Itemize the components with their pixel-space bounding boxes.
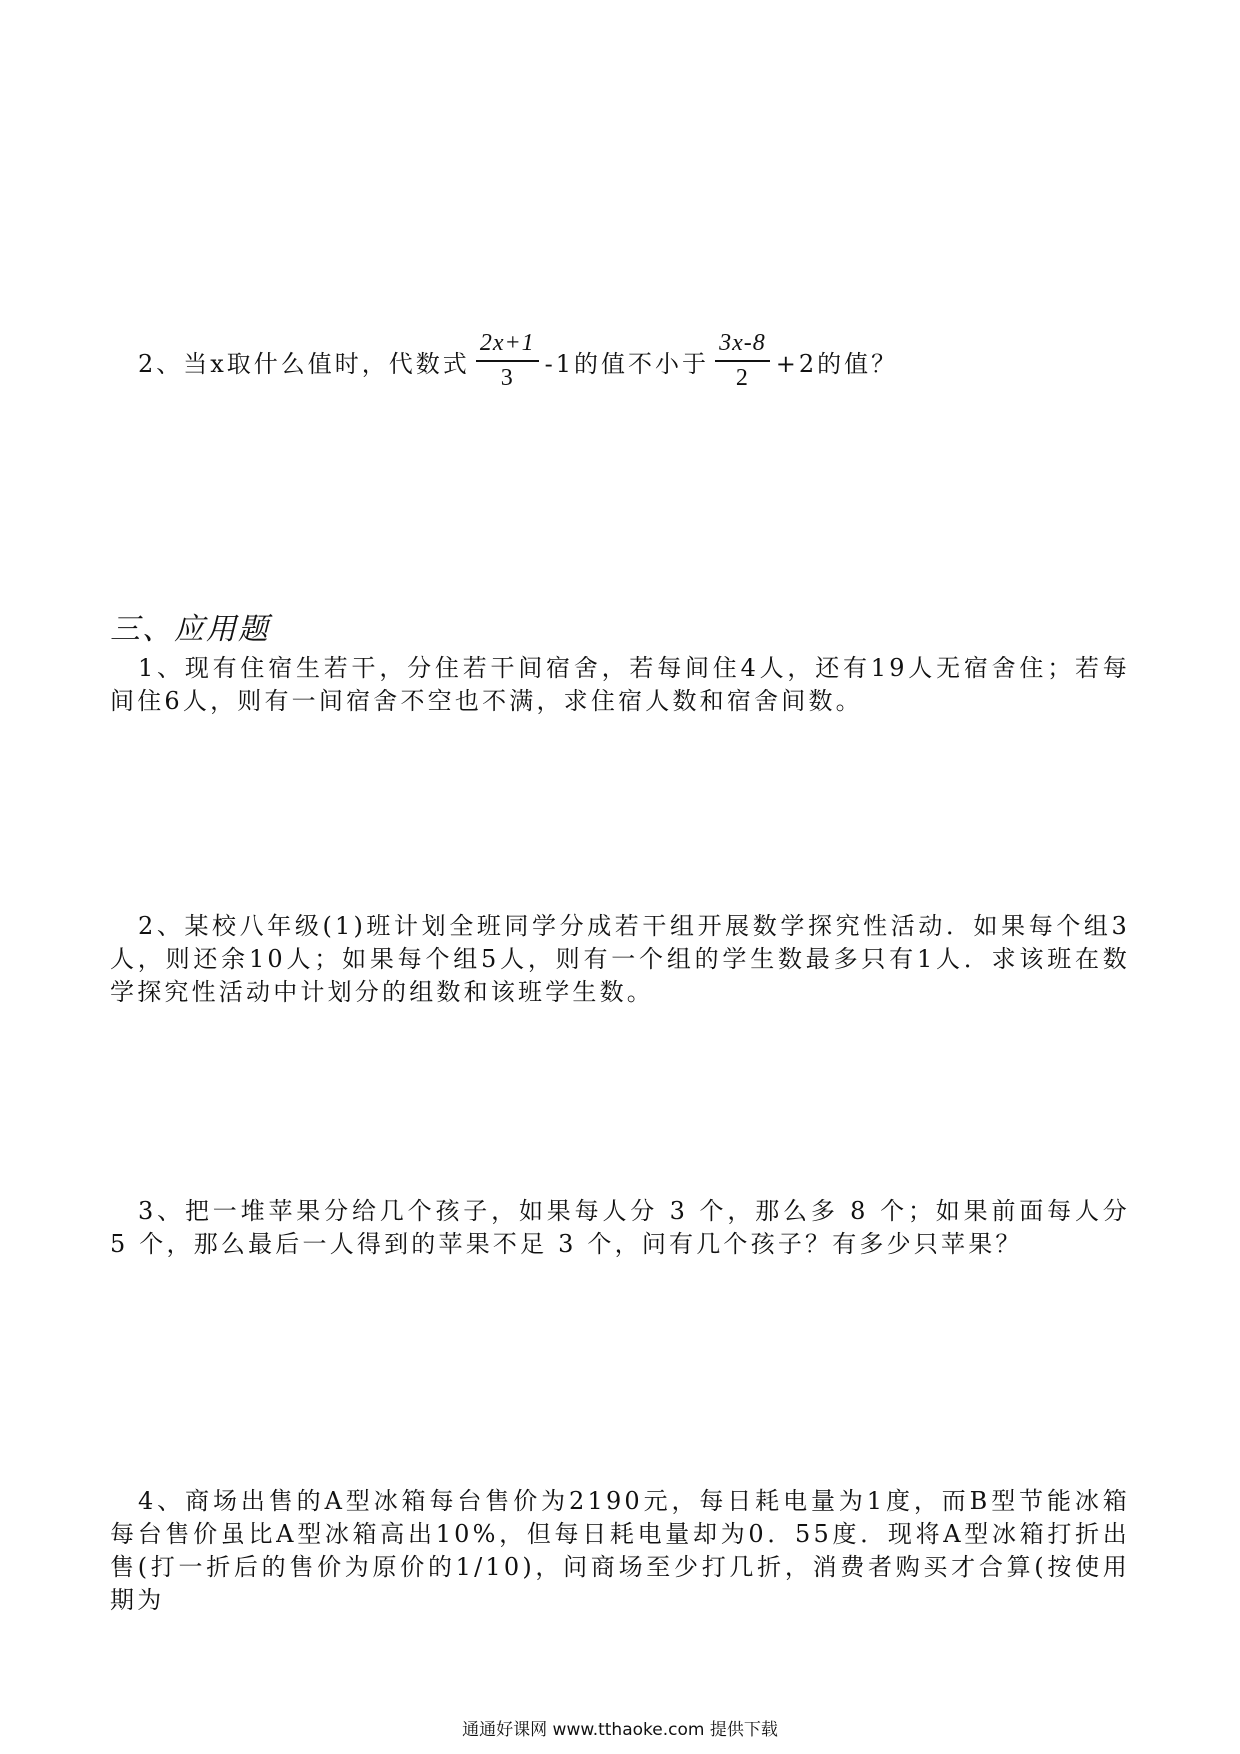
page-footer: 通通好课网 www.tthaoke.com 提供下载 <box>462 1720 778 1740</box>
application-question-3: 3、把一堆苹果分给几个孩子，如果每人分 3 个，那么多 8 个；如果前面每人分 5 个，那么最后一人得到的苹果不足 3 个，问有几个孩子？有多少只苹果？ <box>110 1197 1130 1258</box>
application-question-1: 1、现有住宿生若干，分住若干间宿舍，若每间住4人，还有19人无宿舍住；若每间住6人，则有一间宿舍不空也不满，求住宿人数和宿舍间数。 <box>110 654 1130 715</box>
question-suffix: +2的值？ <box>775 349 899 378</box>
fraction-2-denominator: 2 <box>735 365 749 391</box>
question-middle: -1的值不小于 <box>544 349 710 378</box>
fraction-2-numerator: 3x-8 <box>715 330 770 362</box>
fraction-1 <box>476 330 539 392</box>
fraction-2 <box>715 330 770 392</box>
section-title: 三、应用题 <box>110 612 270 647</box>
inequality-question <box>138 330 898 392</box>
application-question-4: 4、商场出售的A型冰箱每台售价为2190元，每日耗电量为1度，而B型节能冰箱每台售价虽比A型冰箱高出10%，但每日耗电量却为0．55度．现将A型冰箱打折出售(打一折后的售价为原价的1/10)，问商场至少打几折，消费者购买才合算(按使用期为 <box>110 1487 1130 1614</box>
fraction-1-denominator: 3 <box>500 365 514 391</box>
question-prefix: 2、当x取什么值时，代数式 <box>138 349 470 378</box>
application-question-2: 2、某校八年级(1)班计划全班同学分成若干组开展数学探究性活动．如果每个组3人，则还余10人；如果每个组5人，则有一个组的学生数最多只有1人．求该班在数学探究性活动中计划分的组数和该班学生数。 <box>110 912 1130 1006</box>
fraction-1-numerator: 2x+1 <box>476 330 539 362</box>
